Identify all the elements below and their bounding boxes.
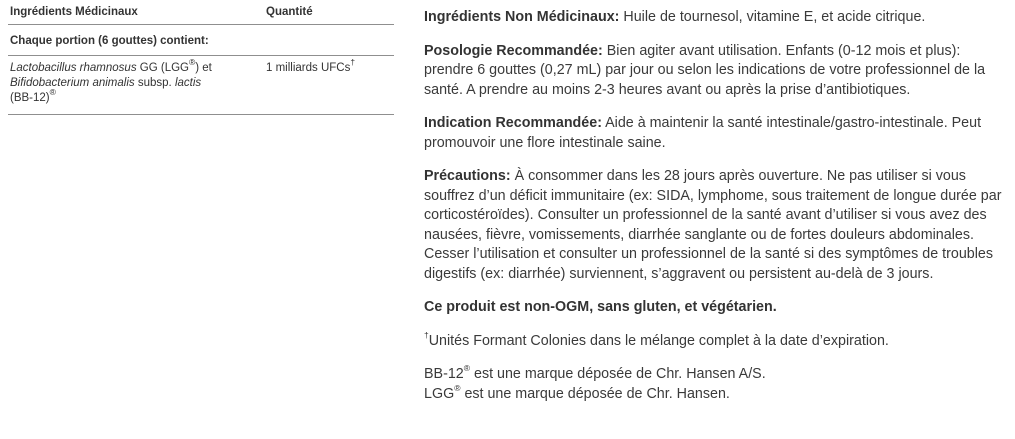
ufc-note: Unités Formant Colonies dans le mélange complet à la date d’expiration.: [428, 332, 889, 349]
lgg-note: est une marque déposée de Chr. Hansen.: [460, 385, 730, 402]
dosage-text: Bien agiter avant utilisation. Enfants (0-12 mois et plus): prendre 6 gouttes (0,27 mL) par jour ou selon les indications de votre professionnel de la santé. A prendre au moins 2-3 heures avant ou après la prise d’antibiotiques.: [424, 42, 986, 98]
subsp-label: subsp.: [137, 77, 172, 89]
product-info: [424, 8, 1009, 404]
quantity-value: 1 milliards UFCs: [266, 62, 351, 74]
bb12-note: est une marque déposée de Chr. Hansen A/S.: [470, 366, 766, 382]
non-medicinal-text: Huile de tournesol, vitamine E, et acide citrique.: [623, 9, 926, 25]
precautions-label: Précautions:: [424, 168, 511, 184]
ingredients-table: [8, 0, 394, 115]
lgg-trademark: [424, 382, 1009, 405]
table-header: [8, 0, 394, 25]
ufc-footnote: [424, 329, 1009, 352]
precautions-paragraph: [424, 167, 1009, 284]
indication-label: Indication Recommandée:: [424, 115, 602, 131]
dagger-mark: †: [350, 57, 356, 68]
dosage-paragraph: [424, 42, 1009, 101]
registered-mark: ®: [463, 363, 471, 374]
quantity-cell: [266, 57, 356, 76]
strain-bb12: (BB-12): [10, 92, 50, 104]
strain-gg: GG (LGG: [139, 62, 189, 74]
species-1: Lactobacillus rhamnosus: [10, 62, 137, 74]
non-ogm-paragraph: [424, 298, 1009, 318]
registered-mark: ®: [188, 57, 196, 68]
indication-text: Aide à maintenir la santé intestinale/gastro-intestinale. Peut promouvoir une flore intestinale saine.: [424, 115, 982, 151]
dosage-label: Posologie Recommandée:: [424, 42, 603, 59]
indication-paragraph: [424, 114, 1009, 153]
portion-row: [8, 25, 394, 56]
non-ogm-statement: Ce produit est non-OGM, sans gluten, et végétarien.: [424, 299, 777, 315]
lgg-name: LGG: [424, 385, 455, 402]
subspecies-lactis: lactis: [174, 77, 202, 89]
bb12-trademark: [424, 365, 1009, 385]
species-2: Bifidobacterium animalis: [10, 77, 135, 89]
column-header-ingredients: Ingrédients Médicinaux: [10, 6, 138, 18]
registered-mark: ®: [454, 382, 461, 393]
column-header-quantity: Quantité: [266, 6, 313, 18]
non-medicinal-label: Ingrédients Non Médicinaux:: [424, 9, 620, 25]
portion-label: Chaque portion (6 gouttes) contient:: [10, 35, 209, 47]
table-row: [8, 56, 394, 115]
registered-mark: ®: [49, 87, 56, 98]
precautions-text: À consommer dans les 28 jours après ouverture. Ne pas utiliser si vous souffrez d’un déficit immunitaire (ex: SIDA, lymphome, sous traitement de longue durée par corticostéroïdes). Consulter un professionnel de la santé avant d’utiliser si vous avez des nausées, fièvre, vomissements, diarrhée sanglante ou de fortes douleurs abdominales. Cesser l’utilisation et consulter un professionnel de la santé si des symptômes de troubles digestifs (ex: diarrhée) surviennent, s’aggravent ou persistent au-delà de 3 jours.: [424, 168, 1002, 282]
bb12-name: BB-12: [424, 366, 464, 382]
non-medicinal-paragraph: [424, 8, 1009, 28]
ingredient-cell: [10, 57, 250, 106]
dagger-mark: †: [424, 329, 429, 340]
strain-close: ) et: [195, 62, 212, 74]
